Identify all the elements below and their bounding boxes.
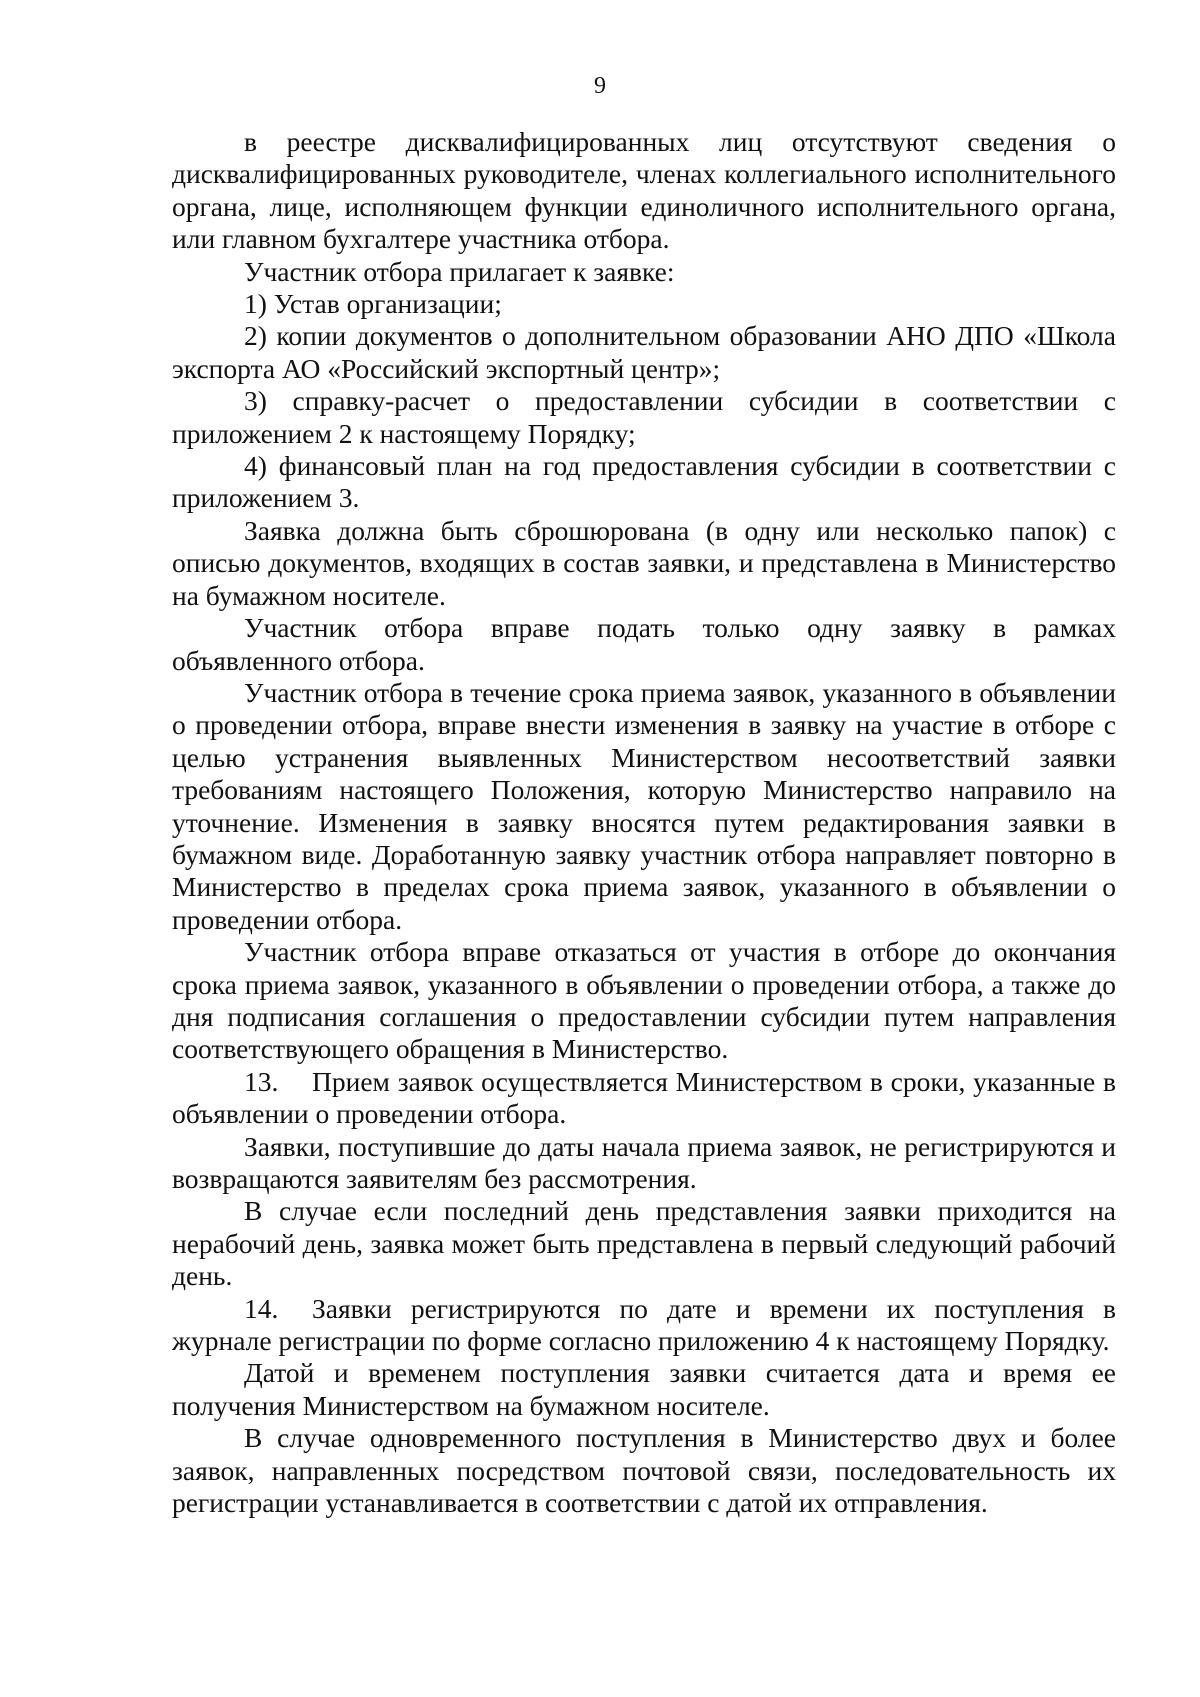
paragraph-one-application: Участник отбора вправе подать только одну заявку в рамках объявленного отбора. bbox=[172, 612, 1116, 676]
paragraph-withdrawal: Участник отбора вправе отказаться от участия в отборе до окончания срока приема заявок, указанного в объявлении о проведении отбора, а также до дня подписания соглашения о предоставлении субсидии путем направления соответствующего обращения в Министерство. bbox=[172, 936, 1116, 1065]
numbered-item-13 bbox=[172, 1066, 1116, 1131]
paragraph-disqualified-registry: в реестре дисквалифицированных лиц отсутствуют сведения о дисквалифицированных руководителе, членах коллегиального исполнительного органа, лице, исполняющем функции единоличного исполнительного органа, или главном бухгалтере участника отбора. bbox=[172, 126, 1116, 255]
list-item-charter: 1) Устав организации; bbox=[244, 288, 502, 320]
item-number: 14. bbox=[244, 1292, 279, 1324]
list-item-financial-plan: 4) финансовый план на год предоставления субсидии в соответствии с приложением 3. bbox=[172, 450, 1116, 514]
paragraph-receipt-date: Датой и временем поступления заявки считается дата и время ее получения Министерством на бумажном носителе. bbox=[172, 1357, 1116, 1421]
document-body bbox=[172, 126, 1116, 1519]
item-number: 13. bbox=[244, 1065, 279, 1097]
list-item-education-documents: 2) копии документов о дополнительном образовании АНО ДПО «Школа экспорта АО «Российский экспортный центр»; bbox=[172, 320, 1116, 384]
paragraph-changes: Участник отбора в течение срока приема заявок, указанного в объявлении о проведении отбора, вправе внести изменения в заявку на участие в отборе с целью устранения выявленных Министерством несоответствий заявки требованиям настоящего Положения, которую Министерство направило на уточнение. Изменения в заявку вносятся путем редактирования заявки в бумажном виде. Доработанную заявку участник отбора направляет повторно в Министерство в пределах срока приема заявок, указанного в объявлении о проведении отбора. bbox=[172, 676, 1116, 935]
paragraph-simultaneous-receipt: В случае одновременного поступления в Министерство двух и более заявок, направленных посредством почтовой связи, последовательность их регистрации устанавливается в соответствии с датой их отправления. bbox=[172, 1422, 1116, 1519]
page-number: 9 bbox=[594, 73, 606, 99]
paragraph-nonworking-day: В случае если последний день представления заявки приходится на нерабочий день, заявка может быть представлена в первый следующий рабочий день. bbox=[172, 1195, 1116, 1292]
item-text: Заявки регистрируются по дате и времени их поступления в журнале регистрации по форме согласно приложению 4 к настоящему Порядку. bbox=[172, 1292, 1116, 1357]
item-text: Прием заявок осуществляется Министерством в сроки, указанные в объявлении о проведении отбора. bbox=[172, 1065, 1116, 1130]
paragraph-binding: Заявка должна быть сброшюрована (в одну или несколько папок) с описью документов, входящих в состав заявки, и представлена в Министерство на бумажном носителе. bbox=[172, 514, 1116, 611]
paragraph-early-applications: Заявки, поступившие до даты начала приема заявок, не регистрируются и возвращаются заявителям без рассмотрения. bbox=[172, 1130, 1116, 1194]
paragraph-attachments-intro: Участник отбора прилагает к заявке: bbox=[244, 255, 675, 287]
list-item-calculation: 3) справку-расчет о предоставлении субсидии в соответствии с приложением 2 к настоящему Порядку; bbox=[172, 385, 1116, 449]
numbered-item-14 bbox=[172, 1293, 1116, 1358]
